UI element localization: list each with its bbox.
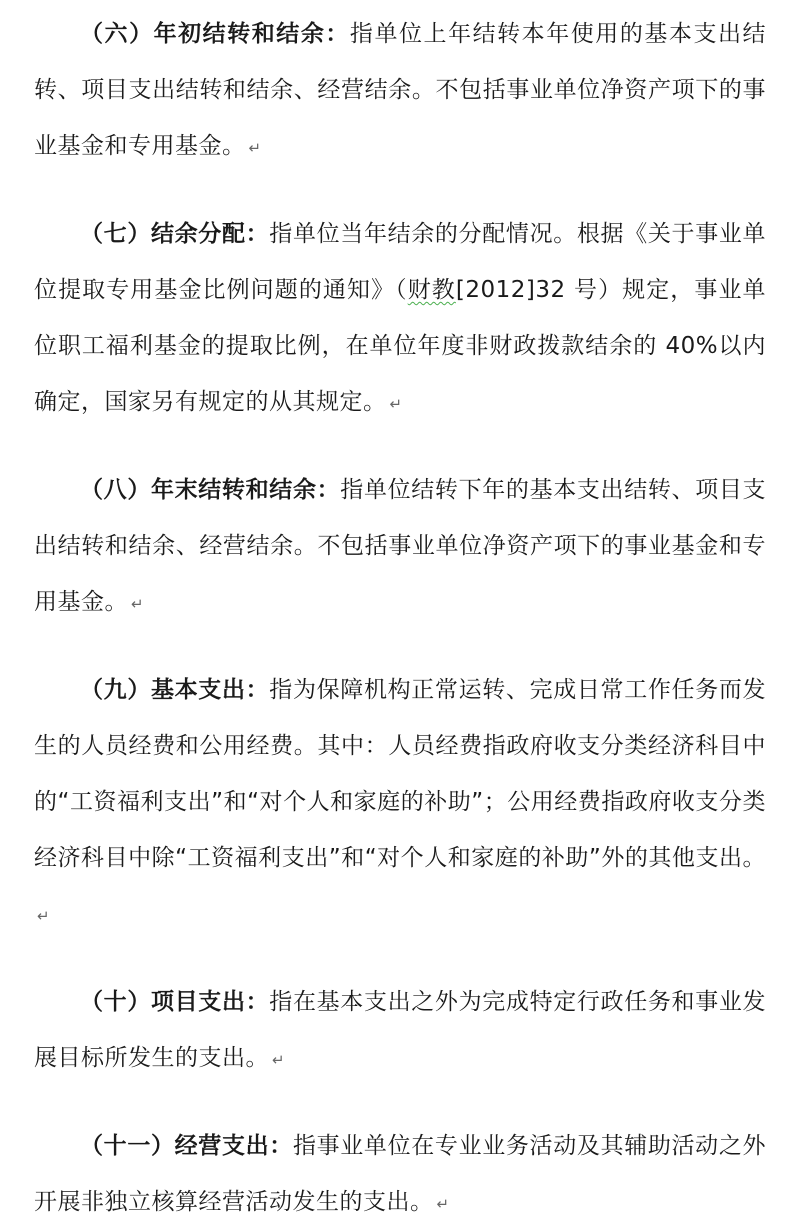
paragraph-8 <box>34 462 766 632</box>
paragraph-mark-icon: ↵ <box>248 139 262 157</box>
paragraph-body: 指单位当年结余的分配情况。根据《关于事业单位提取专用基金比例问题的通知》（ <box>34 221 767 303</box>
term-heading: （七）结余分配： <box>80 221 270 247</box>
paragraph-6 <box>34 6 766 176</box>
paragraph-body: 指事业单位在专业业务活动及其辅助活动之外开展非独立核算经营活动发生的支出。 <box>34 1133 767 1215</box>
paragraph-body: 指在基本支出之外为完成特定行政任务和事业发展目标所发生的支出。 <box>34 989 767 1071</box>
paragraph-mark-icon: ↵ <box>389 395 403 413</box>
paragraph-mark-icon: ↵ <box>37 907 51 925</box>
term-heading: （十）项目支出： <box>80 989 270 1015</box>
term-heading: （九）基本支出： <box>80 677 270 703</box>
paragraph-11 <box>34 1118 766 1232</box>
paragraph-mark-icon: ↵ <box>131 595 145 613</box>
paragraph-mark-icon: ↵ <box>272 1051 286 1069</box>
paragraph-body: 指为保障机构正常运转、完成日常工作任务而发生的人员经费和公用经费。其中：人员经费指政府收支分类经济科目中的“工资福利支出”和“对个人和家庭的补助”；公用经费指政府收支分类经济科目中除“工资福利支出”和“对个人和家庭的补助”外的其他支出。 <box>34 677 767 871</box>
paragraph-body-continued: [2012]32 号）规定，事业单位职工福利基金的提取比例，在单位年度非财政拨款结余的 40%以内确定，国家另有规定的从其规定。 <box>34 277 767 415</box>
term-heading: （十一）经营支出： <box>80 1133 293 1159</box>
paragraph-body: 指单位结转下年的基本支出结转、项目支出结转和结余、经营结余。不包括事业单位净资产项下的事业基金和专用基金。 <box>34 477 767 615</box>
paragraph-mark-icon: ↵ <box>436 1195 450 1213</box>
paragraph-9 <box>34 662 766 944</box>
paragraph-7 <box>34 206 766 432</box>
paragraph-10 <box>34 974 766 1088</box>
spellcheck-flagged-text: 财教 <box>407 277 456 303</box>
term-heading: （六）年初结转和结余： <box>80 21 350 47</box>
paragraph-body: 指单位上年结转本年使用的基本支出结转、项目支出结转和结余、经营结余。不包括事业单位净资产项下的事业基金和专用基金。 <box>34 21 767 159</box>
term-heading: （八）年末结转和结余： <box>80 477 341 503</box>
